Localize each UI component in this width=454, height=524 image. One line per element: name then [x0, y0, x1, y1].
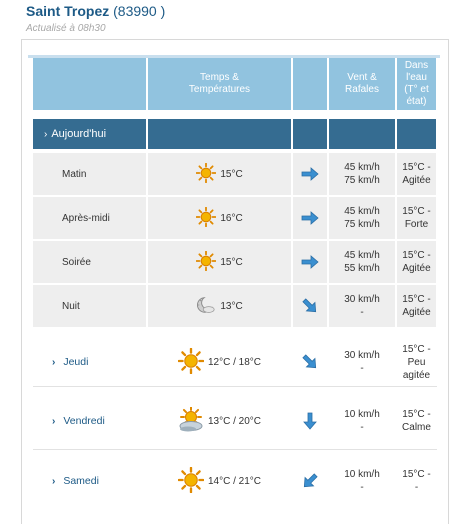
wind-direction-cell	[293, 241, 327, 283]
period-label: Après-midi	[33, 197, 146, 239]
water-cell: 15°C - Agitée	[397, 153, 436, 195]
period-label: Nuit	[33, 285, 146, 327]
wind-arrow-icon	[300, 296, 320, 316]
water-cell: 15°C - Peu agitée	[397, 339, 436, 385]
water-cell: 15°C - Forte	[397, 197, 436, 239]
chevron-icon: ›	[52, 475, 56, 487]
temp-cell	[148, 153, 291, 195]
wind-arrow-icon	[300, 164, 320, 184]
wind-speed: 45 km/h	[344, 206, 380, 217]
temp-cell	[148, 241, 291, 283]
today-band-cell	[329, 119, 395, 149]
wind-direction-cell	[293, 460, 327, 502]
row-divider	[33, 449, 437, 450]
temperature-range: 13°C / 20°C	[207, 415, 262, 427]
water-cell: 15°C - Agitée	[397, 285, 436, 327]
wind-cell	[329, 400, 395, 442]
today-band-cell	[293, 119, 327, 149]
wind-gusts: 75 km/h	[344, 175, 380, 186]
today-toggle[interactable]	[33, 119, 146, 149]
temperature: 16°C	[220, 212, 243, 224]
update-time: Actualisé à 08h30	[26, 23, 106, 34]
water-cell: 15°C - Calme	[397, 400, 436, 442]
header-arrow	[293, 58, 327, 110]
day-label: Jeudi	[63, 356, 89, 368]
header-eau: Dans l'eau (T° et état)	[397, 58, 436, 110]
temp-cell	[148, 460, 291, 502]
wind-direction-cell	[293, 153, 327, 195]
today-band-cell	[397, 119, 436, 149]
page-title	[26, 3, 165, 19]
temperature-range: 12°C / 18°C	[207, 356, 262, 368]
wind-direction-cell	[293, 197, 327, 239]
wind-speed: 30 km/h	[344, 350, 380, 361]
wind-gusts: 55 km/h	[344, 263, 380, 274]
wind-arrow-icon	[300, 411, 320, 431]
period-label: Matin	[33, 153, 146, 195]
wind-speed: 45 km/h	[344, 250, 380, 261]
header-temps: Temps & Températures	[148, 58, 291, 110]
day-toggle-samedi[interactable]	[33, 460, 146, 502]
row-divider	[33, 386, 437, 387]
wind-cell	[329, 285, 395, 327]
sun-icon	[178, 467, 208, 496]
moon-cloud-icon	[196, 295, 220, 318]
sun-icon	[196, 163, 220, 186]
temp-cell	[148, 197, 291, 239]
wind-gusts: -	[360, 363, 364, 374]
day-label: Samedi	[63, 475, 99, 487]
temperature: 15°C	[220, 168, 243, 180]
city-name: Saint Tropez	[26, 3, 110, 19]
temperature-range: 14°C / 21°C	[207, 475, 262, 487]
sun-icon	[196, 251, 220, 274]
chevron-icon: ›	[44, 128, 48, 140]
sun-cloud-icon	[178, 407, 208, 436]
header-vent: Vent & Rafales	[329, 58, 395, 110]
temperature: 13°C	[220, 300, 243, 312]
wind-arrow-icon	[300, 352, 320, 372]
wind-cell	[329, 339, 395, 385]
wind-direction-cell	[293, 339, 327, 385]
wind-cell	[329, 241, 395, 283]
wind-gusts: -	[360, 482, 364, 493]
wind-arrow-icon	[300, 208, 320, 228]
wind-cell	[329, 153, 395, 195]
wind-cell	[329, 197, 395, 239]
water-cell: 15°C - -	[397, 460, 436, 502]
wind-gusts: -	[360, 422, 364, 433]
wind-cell	[329, 460, 395, 502]
temp-cell	[148, 339, 291, 385]
temperature: 15°C	[220, 256, 243, 268]
postcode: (83990 )	[113, 3, 166, 19]
sun-icon	[196, 207, 220, 230]
today-label: Aujourd'hui	[51, 128, 107, 140]
header-empty	[33, 58, 146, 110]
temp-cell	[148, 400, 291, 442]
wind-gusts: -	[360, 307, 364, 318]
temp-cell	[148, 285, 291, 327]
sun-icon	[178, 348, 208, 377]
wind-speed: 45 km/h	[344, 162, 380, 173]
wind-arrow-icon	[300, 471, 320, 491]
water-cell: 15°C - Agitée	[397, 241, 436, 283]
wind-speed: 10 km/h	[344, 469, 380, 480]
day-label: Vendredi	[63, 415, 105, 427]
period-label: Soirée	[33, 241, 146, 283]
wind-gusts: 75 km/h	[344, 219, 380, 230]
wind-direction-cell	[293, 285, 327, 327]
chevron-icon: ›	[52, 415, 56, 427]
day-toggle-jeudi[interactable]	[33, 339, 146, 385]
wind-speed: 30 km/h	[344, 294, 380, 305]
day-toggle-vendredi[interactable]	[33, 400, 146, 442]
wind-arrow-icon	[300, 252, 320, 272]
chevron-icon: ›	[52, 356, 56, 368]
wind-speed: 10 km/h	[344, 409, 380, 420]
wind-direction-cell	[293, 400, 327, 442]
today-band-cell	[148, 119, 291, 149]
